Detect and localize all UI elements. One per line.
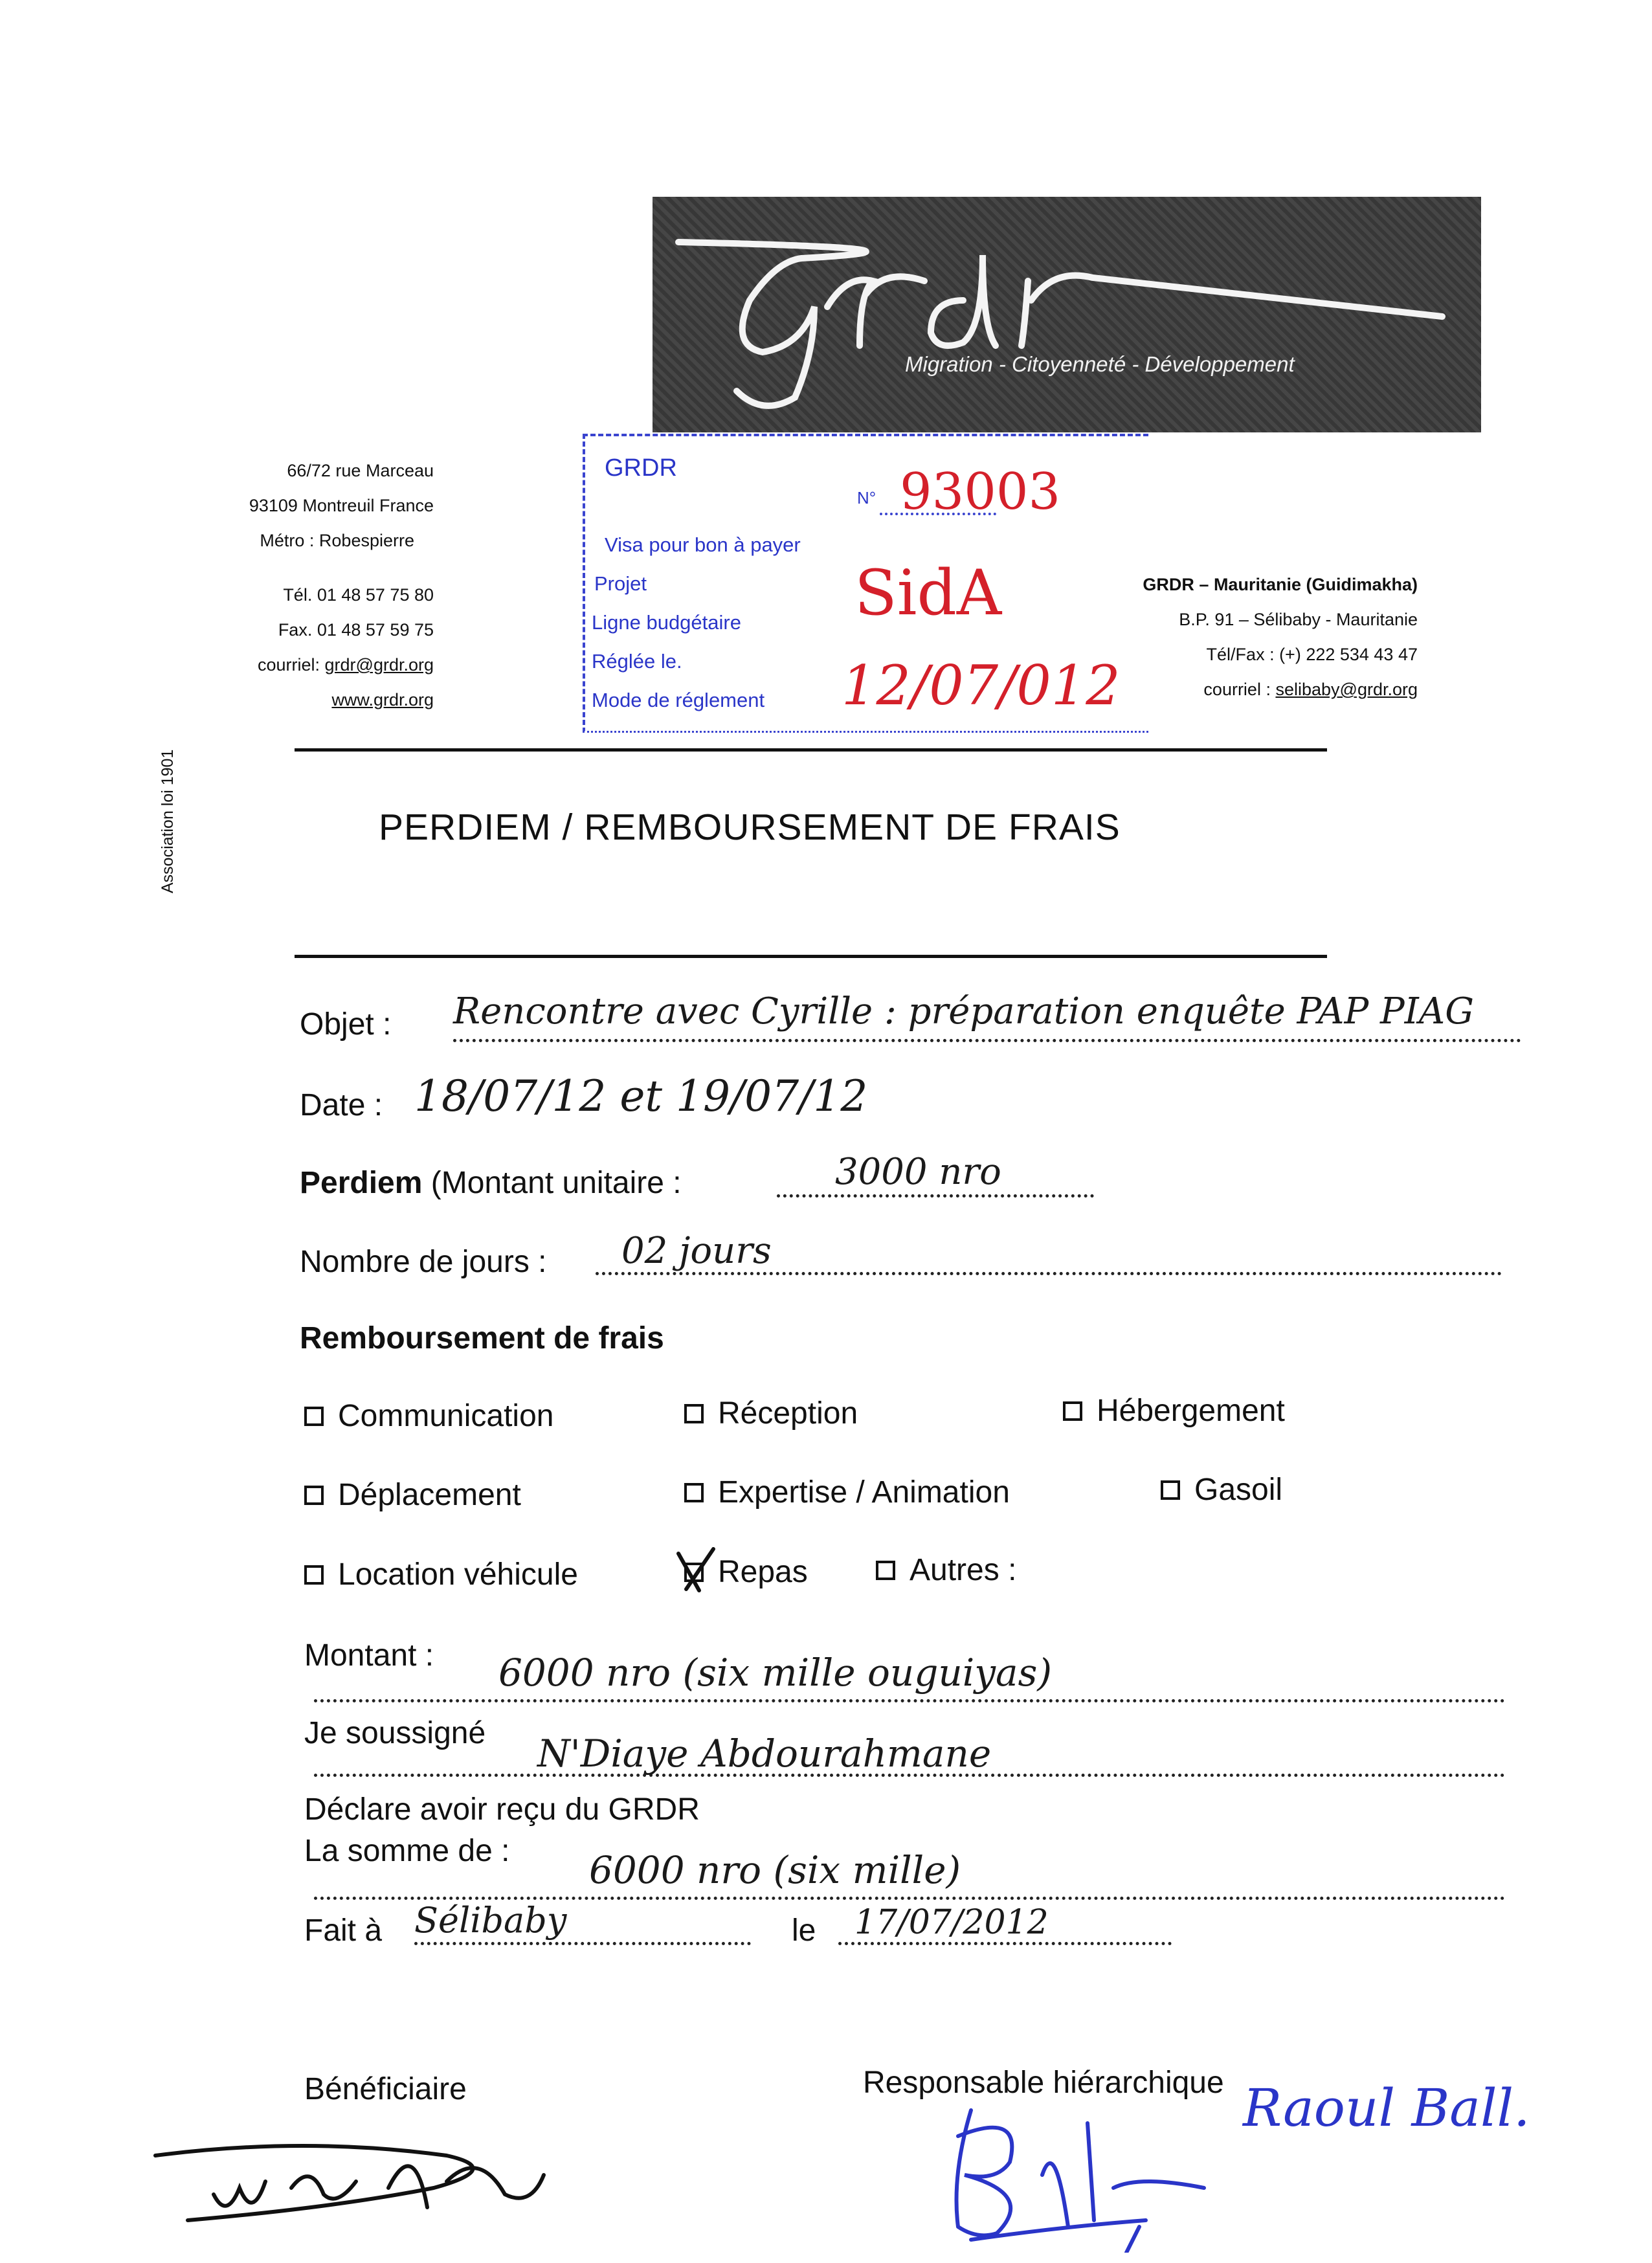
checkbox-box[interactable]	[684, 1483, 704, 1502]
le-value[interactable]: 17/07/2012	[854, 1903, 1049, 1942]
email-right-label: courriel :	[1203, 680, 1271, 699]
checkbox-box[interactable]	[304, 1407, 324, 1426]
stamp-visa: Visa pour bon à payer	[605, 533, 801, 556]
checkbox-box[interactable]	[876, 1561, 895, 1580]
soussigne-value[interactable]: N'Diaye Abdourahmane	[537, 1732, 992, 1776]
checkbox-communication[interactable]: Communication	[304, 1398, 553, 1434]
perdiem-row	[300, 1165, 682, 1201]
objet-value[interactable]: Rencontre avec Cyrille : préparation enquête PAP PIAG	[453, 990, 1474, 1032]
stamp-mode: Mode de réglement	[592, 689, 765, 711]
fait-label: Fait à	[304, 1913, 383, 1948]
beneficiaire-signature-icon	[142, 2110, 557, 2240]
checkbox-reception[interactable]: Réception	[684, 1396, 858, 1431]
email-right-link[interactable]: selibaby@grdr.org	[1275, 680, 1418, 699]
date-value[interactable]: 18/07/12 et 19/07/12	[414, 1071, 868, 1121]
logo-tagline: Migration - Citoyenneté - Développement	[905, 352, 1295, 376]
address-street: 66/72 rue Marceau	[287, 461, 434, 480]
email-link[interactable]: grdr@grdr.org	[324, 655, 434, 674]
nb-jours-value[interactable]: 02 jours	[621, 1230, 772, 1272]
stamp-projet-value: SidA	[854, 557, 1002, 629]
address-right-org: GRDR – Mauritanie (Guidimakha)	[1143, 575, 1418, 594]
checkbox-box[interactable]	[304, 1486, 324, 1505]
web-link[interactable]: www.grdr.org	[331, 690, 434, 709]
somme-value[interactable]: 6000 nro (six mille)	[589, 1848, 961, 1892]
responsable-name: Raoul Ball.	[1243, 2078, 1530, 2138]
beneficiaire-label: Bénéficiaire	[304, 2072, 467, 2106]
le-label: le	[792, 1913, 816, 1948]
stamp-ligne: Ligne budgétaire	[592, 611, 741, 634]
logo-banner	[653, 197, 1481, 432]
divider-bottom	[295, 955, 1327, 958]
nb-jours-label: Nombre de jours :	[300, 1245, 547, 1279]
grdr-logo-icon	[653, 197, 1481, 432]
checkbox-hebergement[interactable]: Hébergement	[1063, 1393, 1285, 1429]
checkbox-box[interactable]	[1063, 1401, 1082, 1421]
montant-value[interactable]: 6000 nro (six mille ouguiyas)	[498, 1651, 1053, 1695]
montant-label: Montant :	[304, 1638, 434, 1673]
address-fax: Fax. 01 48 57 59 75	[278, 620, 434, 640]
stamp-number: 93003	[900, 463, 1061, 521]
checkbox-location-vehicule[interactable]: Location véhicule	[304, 1557, 578, 1592]
email-label: courriel:	[257, 655, 320, 674]
address-left	[162, 453, 434, 717]
address-right-bp: B.P. 91 – Sélibaby - Mauritanie	[1179, 610, 1418, 629]
montant-unitaire-label: (Montant unitaire :	[430, 1166, 682, 1200]
perdiem-label: Perdiem	[300, 1166, 423, 1200]
declare-label: Déclare avoir reçu du GRDR	[304, 1792, 700, 1827]
address-tel: Tél. 01 48 57 75 80	[283, 585, 434, 605]
checkbox-deplacement[interactable]: Déplacement	[304, 1477, 521, 1513]
checkbox-expertise[interactable]: Expertise / Animation	[684, 1475, 1010, 1510]
responsable-label: Responsable hiérarchique	[863, 2066, 1224, 2100]
checkbox-box[interactable]	[684, 1404, 704, 1423]
remb-title: Remboursement de frais	[300, 1321, 664, 1355]
address-email-line	[162, 647, 434, 682]
address-right-telfax: Tél/Fax : (+) 222 534 43 47	[1206, 645, 1418, 664]
address-metro: Métro : Robespierre	[260, 531, 414, 550]
somme-label: La somme de :	[304, 1834, 510, 1868]
checkbox-box[interactable]	[304, 1565, 324, 1585]
page-title: PERDIEM / REMBOURSEMENT DE FRAIS	[379, 807, 1121, 848]
checkbox-gasoil[interactable]: Gasoil	[1161, 1472, 1282, 1508]
stamp-title: GRDR	[605, 454, 677, 482]
association-label: Association loi 1901	[159, 749, 177, 893]
address-right	[1062, 567, 1418, 707]
stamp-no-label: N°	[857, 488, 876, 507]
checkmark-icon	[673, 1544, 719, 1596]
date-label: Date :	[300, 1088, 383, 1122]
montant-unitaire-value[interactable]: 3000 nro	[835, 1151, 1001, 1193]
stamp-date-value: 12/07/012	[842, 654, 1121, 717]
fait-value[interactable]: Sélibaby	[414, 1900, 567, 1941]
checkbox-box[interactable]	[1161, 1480, 1180, 1500]
objet-label: Objet :	[300, 1007, 392, 1042]
checkbox-autres[interactable]: Autres :	[876, 1552, 1016, 1588]
soussigne-label: Je soussigné	[304, 1716, 486, 1750]
checkbox-repas[interactable]: Repas	[684, 1554, 808, 1590]
responsable-signature-icon	[932, 2097, 1230, 2253]
stamp-projet: Projet	[594, 572, 647, 595]
divider-top	[295, 748, 1327, 752]
stamp-reglee: Réglée le.	[592, 650, 682, 673]
address-city: 93109 Montreuil France	[249, 496, 434, 515]
address-right-email-line	[1062, 672, 1418, 707]
